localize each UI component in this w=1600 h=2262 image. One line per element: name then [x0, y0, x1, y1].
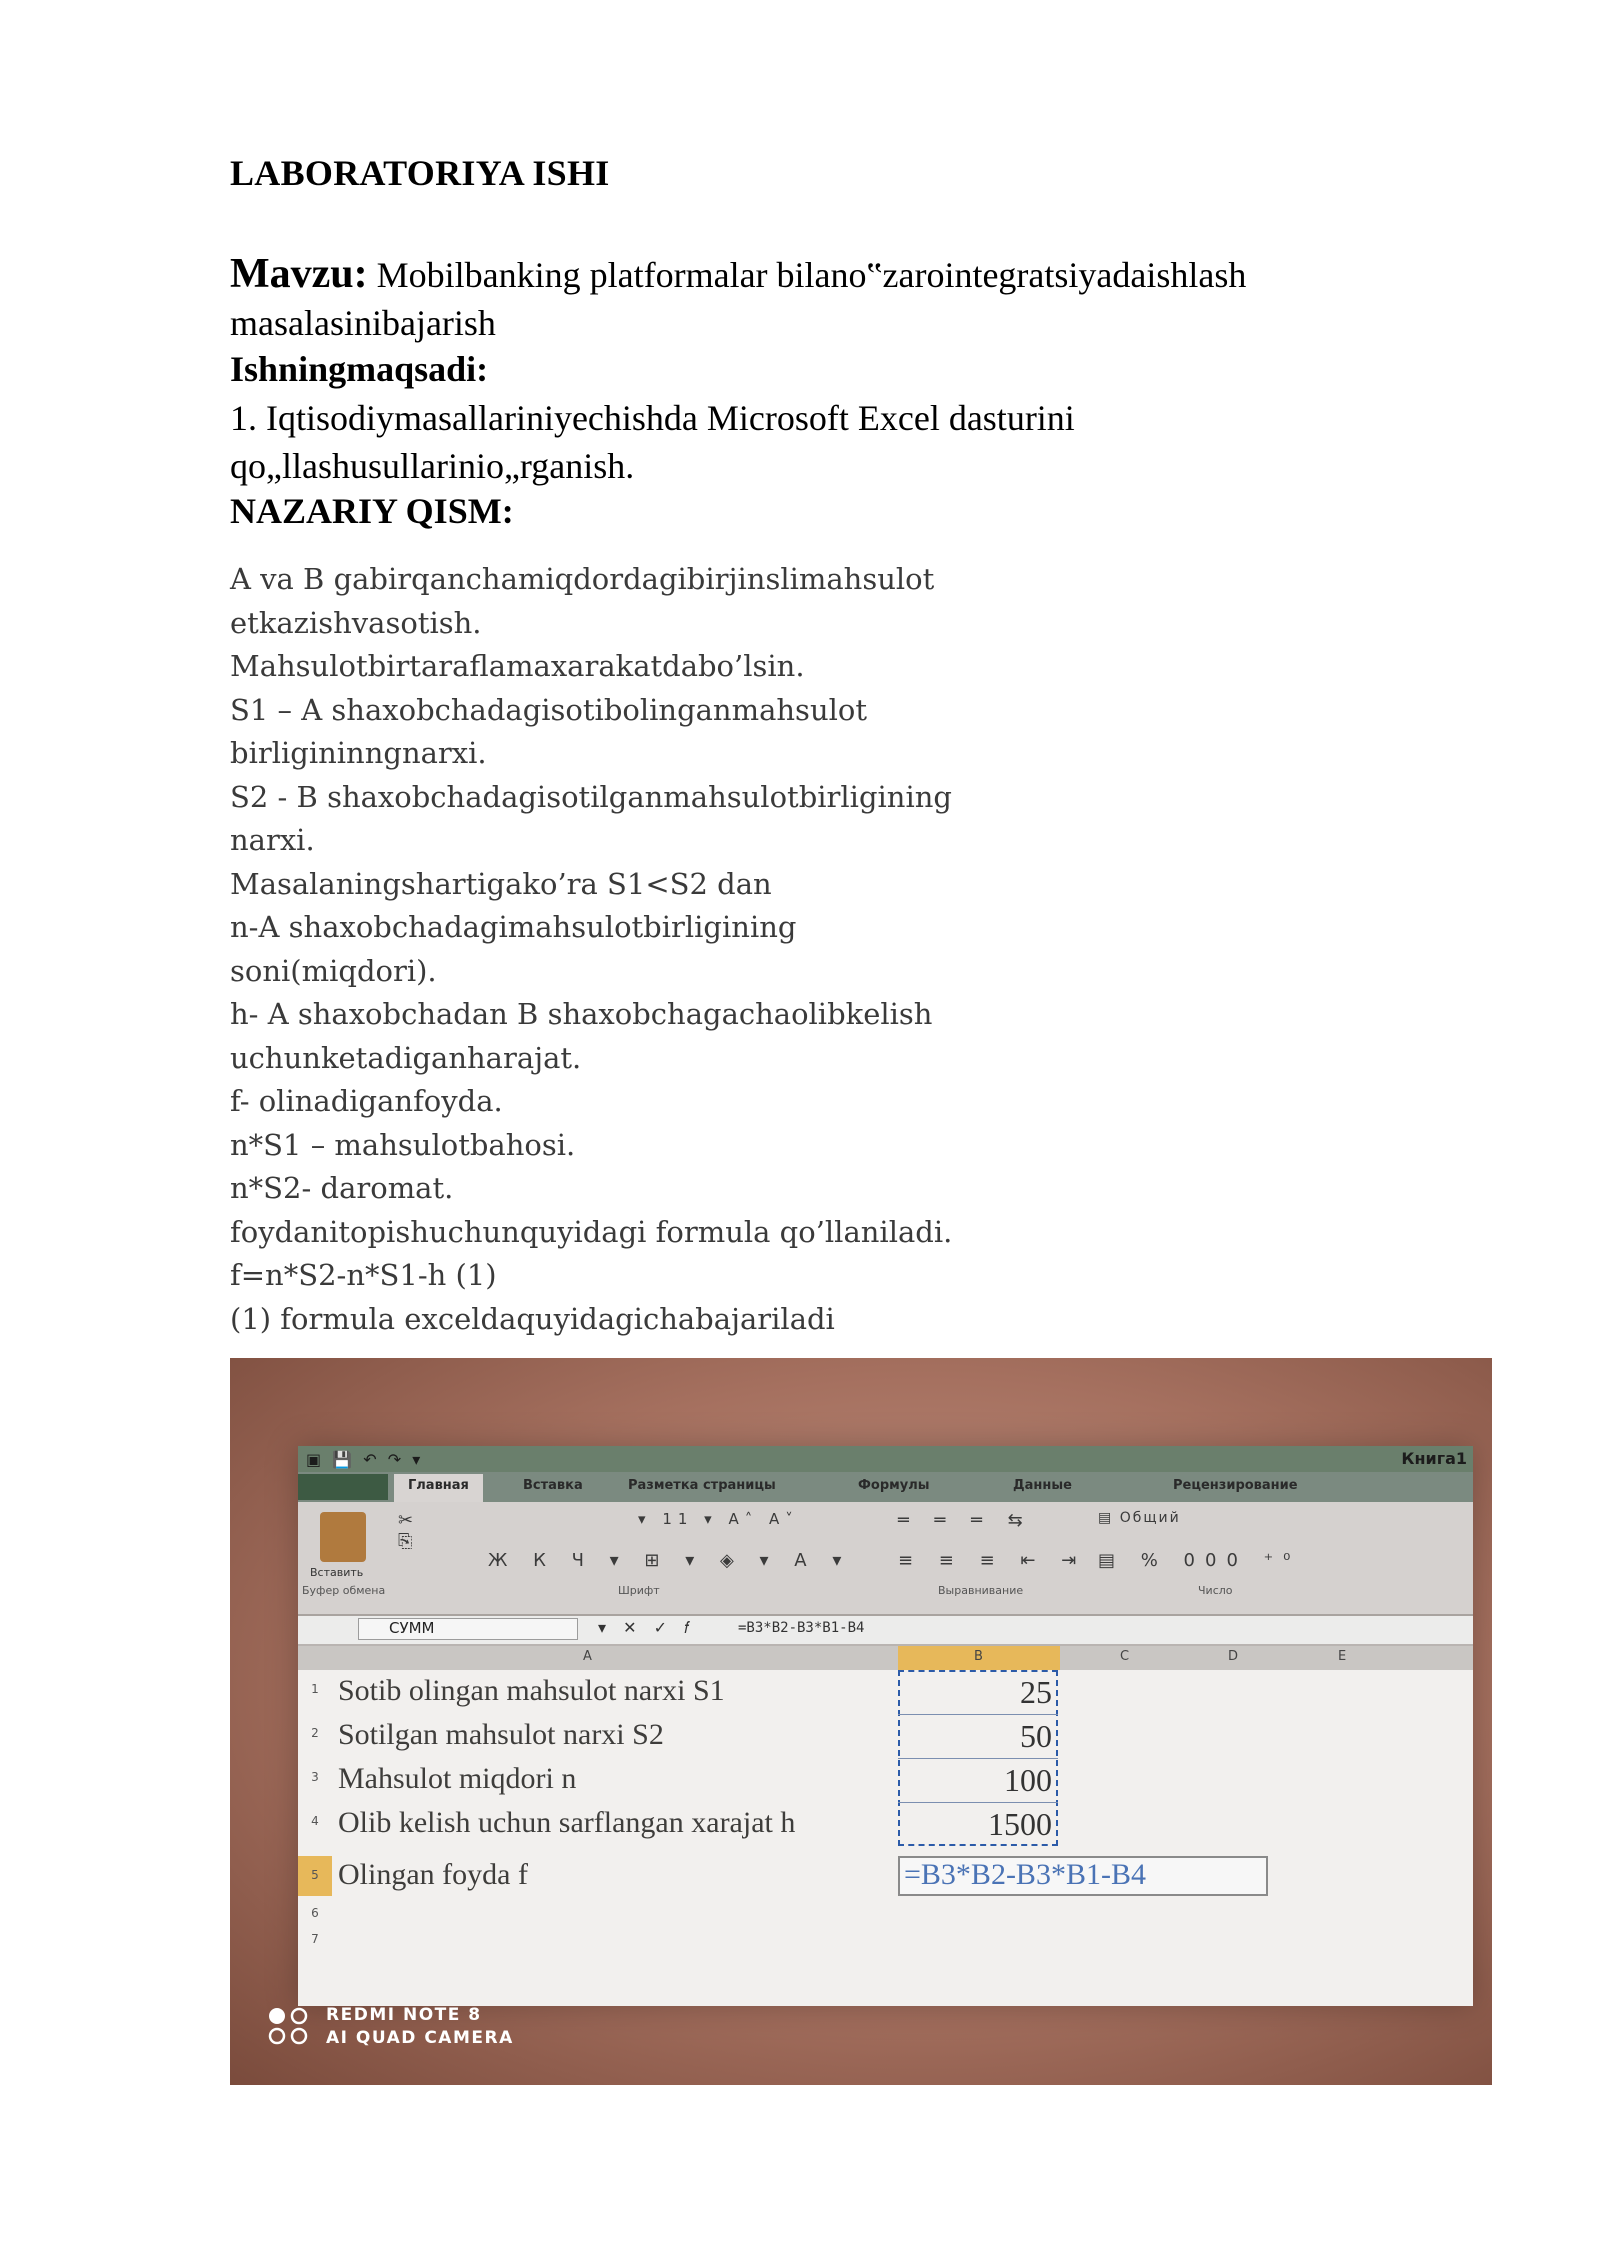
column-headers [298, 1646, 1473, 1671]
cell-a2: Sotilgan mahsulot narxi S2 [338, 1718, 664, 1751]
cell-border [898, 1802, 1058, 1803]
sheet-grid [298, 1670, 1473, 2006]
ribbon [298, 1502, 1473, 1616]
quick-access-toolbar: ▣ 💾 ↶ ↷ ▾ [306, 1450, 424, 1469]
watermark-text [326, 2004, 514, 2050]
cell-a5: Olingan foyda f [338, 1858, 528, 1891]
tab-data: Данные [1013, 1478, 1072, 1493]
body-line: uchunketadiganharajat. [230, 1040, 582, 1075]
theory-label: NAZARIY QISM: [230, 491, 514, 531]
paste-label: Вставить [310, 1566, 364, 1579]
alignment-icons: ═ ═ ═ ⇆ [898, 1510, 1033, 1531]
tab-review: Рецензирование [1173, 1478, 1298, 1493]
cell-border [898, 1758, 1058, 1759]
body-line: (1) formula exceldaquyidagichabajariladi [230, 1301, 835, 1336]
cut-copy-icons: ✂ ⎘ [398, 1510, 424, 1552]
body-line: narxi. [230, 823, 315, 857]
style-label: Общий [1119, 1510, 1181, 1526]
watermark-line1: REDMI NOTE 8 [326, 2005, 482, 2025]
body-line: soni(miqdori). [230, 953, 437, 988]
body-line: n*S1 – mahsulotbahosi. [230, 1127, 576, 1162]
camera-logo-icon [266, 2006, 312, 2046]
window-title: Книга1 [1401, 1449, 1467, 1468]
cell-a1: Sotib olingan mahsulot narxi S1 [338, 1674, 725, 1707]
cell-a3: Mahsulot miqdori n [338, 1762, 577, 1795]
name-box: СУММ [358, 1618, 578, 1640]
cell-b3: 100 [1004, 1762, 1052, 1798]
body-line: h- A shaxobchadan B shaxobchagachaolibkelish [230, 997, 933, 1031]
tab-file [298, 1474, 388, 1500]
row-number: 6 [311, 1906, 319, 1920]
excel-screen-photo [230, 1358, 1492, 2085]
excel-window [298, 1446, 1473, 2006]
tab-page-layout: Разметка страницы [628, 1478, 776, 1493]
cell-b1: 25 [1020, 1674, 1052, 1710]
column-header-a: A [583, 1649, 592, 1664]
column-header-c: C [1120, 1649, 1130, 1664]
column-header-b: B [974, 1649, 983, 1664]
font-style-icons: Ж К Ч ▾ ⊞ ▾ ◈ ▾ A ▾ [488, 1550, 852, 1571]
body-line: S2 - B shaxobchadagisotilganmahsulotbirligining [230, 779, 952, 814]
row-number: 4 [311, 1814, 319, 1828]
goal-line1: 1. Iqtisodiymasallariniyechishda Microsoft Excel dasturini [230, 398, 1075, 438]
font-size-value: 11 [662, 1510, 694, 1528]
alignment-icons-row2: ≡ ≡ ≡ ⇤ ⇥ [898, 1550, 1087, 1571]
body-line: S1 – A shaxobchadagisotibolinganmahsulot [230, 692, 868, 727]
body-line: f- olinadiganfoyda. [230, 1084, 503, 1118]
column-header-d: D [1228, 1649, 1239, 1664]
row-number: 5 [311, 1868, 319, 1882]
theory-body [230, 558, 1130, 1341]
cell-border [898, 1714, 1058, 1715]
column-header-e: E [1338, 1649, 1347, 1664]
formula-bar [298, 1616, 1473, 1646]
body-line: A va B gabirqanchamiqdordagibirjinslimahsulot [230, 562, 935, 596]
topic-text-line2: masalasinibajarish [230, 303, 496, 343]
group-label-clipboard: Буфер обмена [302, 1584, 386, 1597]
formula-bar-text: =B3*B2-B3*B1-B4 [738, 1620, 865, 1636]
number-format-selector: ▤ Общий [1098, 1510, 1181, 1526]
cell-b5-formula: =B3*B2-B3*B1-B4 [898, 1856, 1268, 1896]
body-line: foydanitopishuchunquyidagi formula qo’llaniladi. [230, 1214, 953, 1249]
body-line: n-A shaxobchadagimahsulotbirligining [230, 910, 797, 944]
row-number: 2 [311, 1726, 319, 1740]
body-line: f=n*S2-n*S1-h (1) [230, 1258, 497, 1292]
body-line: n*S2- daromat. [230, 1171, 454, 1205]
ribbon-tabs [298, 1472, 1473, 1502]
topic-block [230, 250, 1430, 347]
topic-label: Mavzu: [230, 251, 368, 297]
group-label-number: Число [1198, 1584, 1233, 1597]
topic-text-line1: Mobilbanking platformalar bilano‟zarointegratsiyadaishlash [376, 255, 1247, 295]
excel-title-bar [298, 1446, 1473, 1472]
goal-block [230, 394, 1430, 490]
body-line: Mahsulotbirtaraflamaxarakatdabo’lsin. [230, 649, 805, 683]
body-line: etkazishvasotish. [230, 605, 482, 640]
body-line: birligininngnarxi. [230, 736, 487, 770]
formula-bar-icons: ▾ ✕ ✓ 𝑓 [598, 1618, 696, 1637]
number-format-icons: ▤ % 000 ⁺⁰ [1098, 1550, 1301, 1571]
cell-a4: Olib kelish uchun sarflangan xarajat h [338, 1806, 796, 1839]
cell-b2: 50 [1020, 1718, 1052, 1754]
clipboard-icon [320, 1512, 366, 1562]
row-number: 1 [311, 1682, 319, 1696]
camera-watermark [266, 1998, 586, 2058]
tab-formulas: Формулы [858, 1478, 930, 1493]
tab-home: Главная [394, 1474, 483, 1506]
body-line: Masalaningshartigako’ra S1<S2 dan [230, 866, 772, 901]
tab-insert: Вставка [523, 1478, 583, 1493]
group-label-alignment: Выравнивание [938, 1584, 1024, 1597]
document-title: LABORATORIYA ISHI [230, 153, 610, 193]
font-size-selector: ▾ 11 ▾ A˄ A˅ [638, 1510, 799, 1528]
watermark-line2: AI QUAD CAMERA [326, 2028, 514, 2048]
row-number: 3 [311, 1770, 319, 1784]
cell-b4: 1500 [988, 1806, 1052, 1842]
row-number: 7 [311, 1932, 319, 1946]
goal-line2: qo„llashusullarinio„rganish. [230, 446, 635, 486]
goal-label: Ishningmaqsadi: [230, 349, 489, 389]
group-label-font: Шрифт [618, 1584, 660, 1597]
